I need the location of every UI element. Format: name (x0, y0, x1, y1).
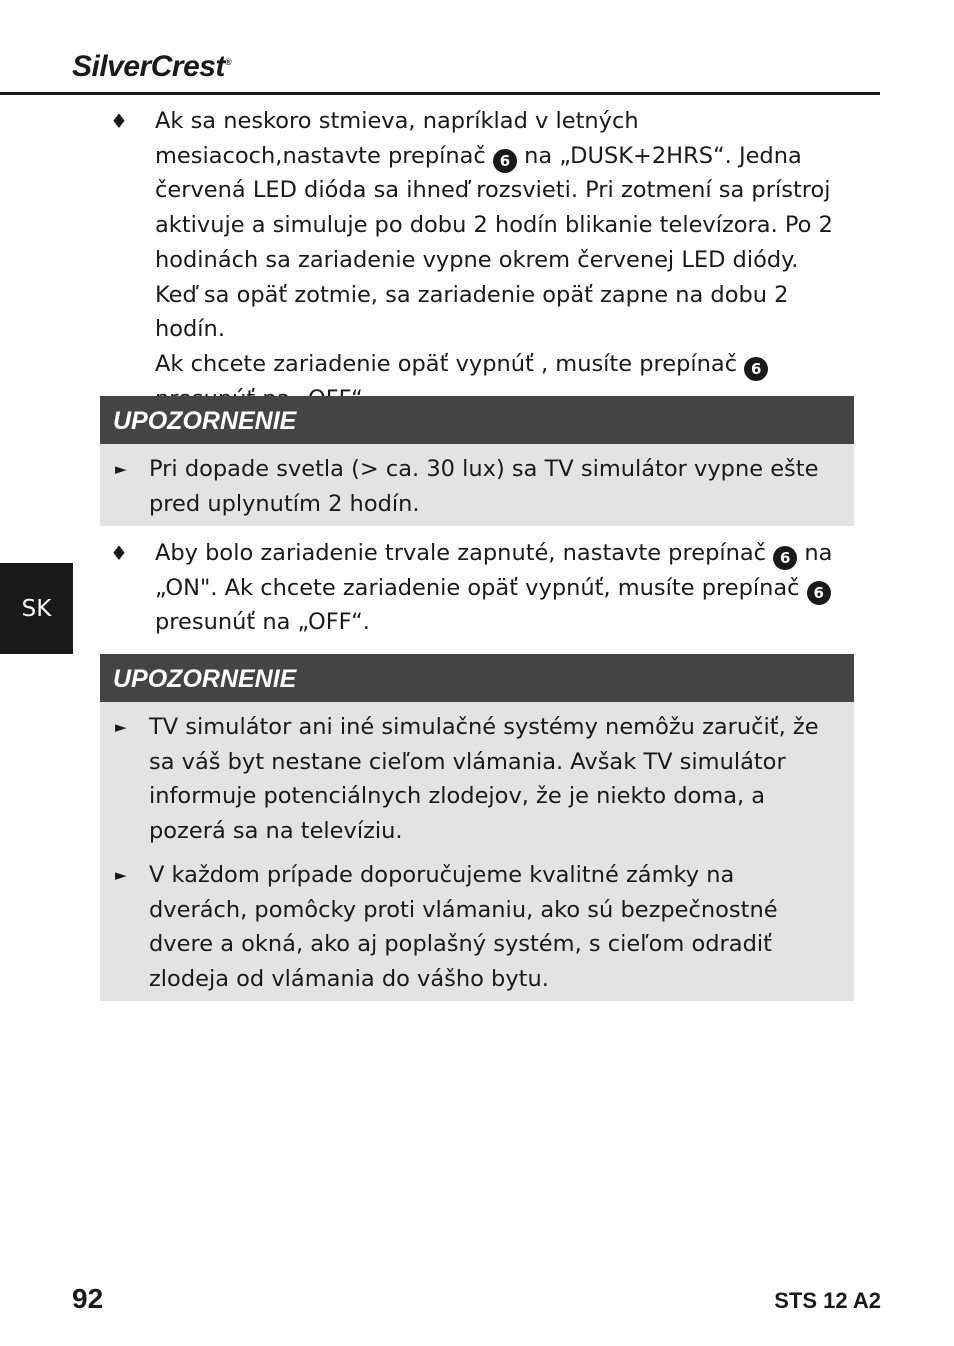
note-box-1 (100, 396, 854, 526)
instruction-bullet-2 (100, 536, 860, 640)
brand-logo (72, 50, 231, 84)
note-text: TV simulátor ani iné simulačné systémy nemôžu zaručiť, že sa váš byt nestane cieľom vlámania. Avšak TV simulátor informuje potenciálnych zlodejov, že je niekto doma, a pozerá sa na televíziu. (149, 714, 819, 844)
note-title: UPOZORNENIE (100, 396, 854, 444)
language-tab (0, 563, 73, 654)
instruction-paragraph (155, 536, 860, 640)
instruction-body (155, 104, 860, 416)
switch-6-badge-icon: 6 (744, 357, 768, 381)
diamond-bullet-icon: ♦ (110, 541, 128, 565)
switch-6-badge-icon: 6 (773, 546, 797, 570)
instruction-text: Ak chcete zariadenie opäť vypnúť , musíte prepínač (155, 350, 745, 377)
note-item (100, 858, 854, 996)
arrow-bullet-icon: ► (115, 460, 127, 478)
arrow-bullet-icon: ► (115, 866, 127, 884)
note-item (100, 452, 854, 521)
switch-6-badge-icon: 6 (807, 581, 831, 605)
instruction-text: Ak sa neskoro stmieva, napríklad v letných mesiacoch,nastavte prepínač (155, 108, 639, 169)
switch-6-badge-icon: 6 (493, 149, 517, 173)
page-number: 92 (72, 1283, 104, 1314)
note-text: Pri dopade svetla (> ca. 30 lux) sa TV simulátor vypne ešte pred uplynutím 2 hodín. (149, 456, 819, 517)
note-title: UPOZORNENIE (100, 654, 854, 702)
instruction-paragraph: Keď sa opäť zotmie, sa zariadenie opäť zapne na dobu 2 hodín. (155, 281, 789, 343)
note-box-2 (100, 654, 854, 1001)
brand-logo-text: SilverCrest (72, 50, 225, 83)
instruction-bullet-1 (100, 104, 860, 416)
language-tab-label: SK (21, 595, 52, 622)
instruction-text: na „DUSK+2HRS“. Jedna červená LED dióda sa ihneď rozsvieti. Pri zotmení sa prístroj aktivuje a simuluje po dobu 2 hodín blikanie televízora. Po 2 hodinách sa zariadenie vypne okrem červenej LED diódy. (155, 142, 833, 273)
note-item (100, 710, 854, 848)
note-text: V každom prípade doporučujeme kvalitné zámky na dverách, pomôcky proti vlámaniu, ako sú bezpečnostné dvere a okná, ako aj poplašný systém, s cieľom odradiť zlodeja od vlámania do vášho bytu. (149, 862, 778, 992)
instruction-text: Aby bolo zariadenie trvale zapnuté, nastavte prepínač (155, 540, 774, 566)
registered-mark: ® (224, 57, 232, 67)
instruction-text: na „ON". Ak chcete zariadenie opäť vypnúť, musíte prepínač (155, 540, 833, 601)
instruction-paragraph (155, 104, 860, 278)
arrow-bullet-icon: ► (115, 718, 127, 736)
diamond-bullet-icon: ♦ (110, 109, 128, 133)
header-divider (0, 92, 880, 95)
model-number: STS 12 A2 (774, 1288, 881, 1313)
instruction-text: presunúť na „OFF“. (155, 609, 370, 636)
instruction-body (155, 536, 860, 640)
